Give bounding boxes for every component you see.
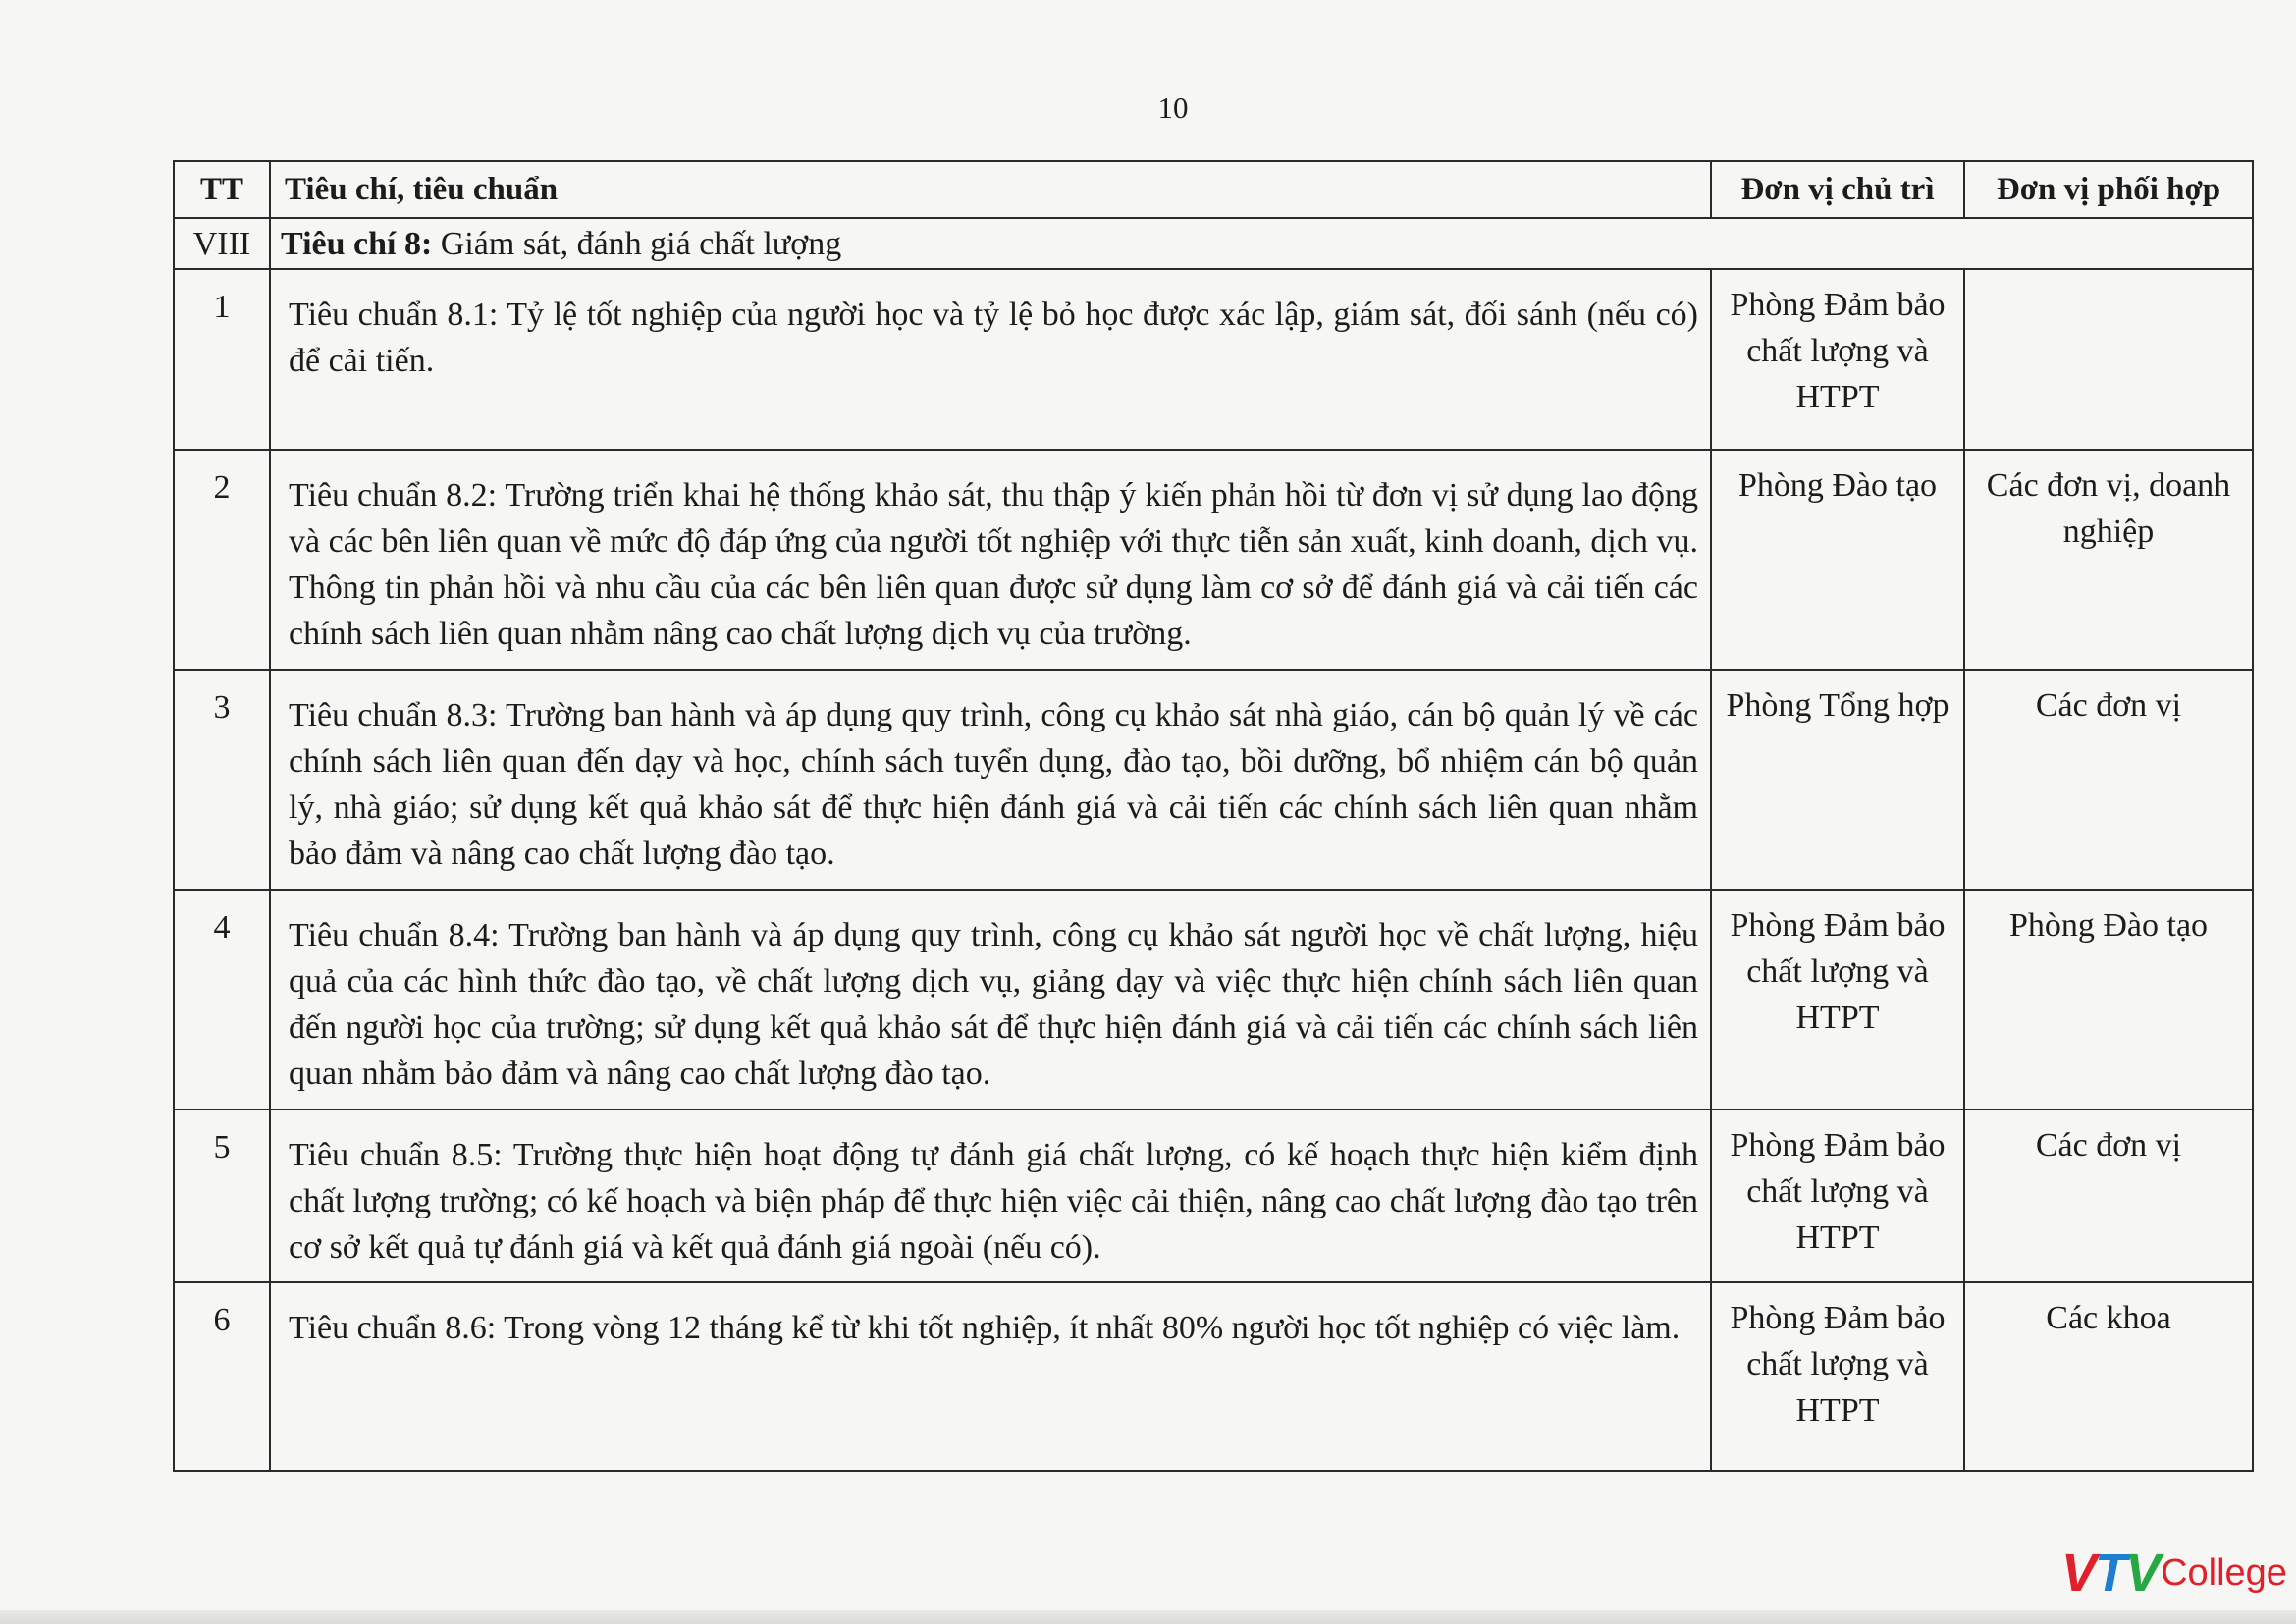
header-lead-unit: Đơn vị chủ trì xyxy=(1711,161,1964,218)
criteria-table xyxy=(173,160,2254,1472)
lead-unit: Phòng Đảm bảo chất lượng và HTPT xyxy=(1711,269,1964,450)
lead-unit: Phòng Đào tạo xyxy=(1711,450,1964,670)
logo-letter-t-blue: T xyxy=(2095,1543,2126,1602)
coop-unit: Các đơn vị xyxy=(1964,670,2253,890)
table-row xyxy=(174,670,2253,890)
header-tt: TT xyxy=(174,161,270,218)
table-row xyxy=(174,269,2253,450)
criteria-text: Tiêu chuẩn 8.4: Trường ban hành và áp dụng quy trình, công cụ khảo sát người học về chất lượng, hiệu quả của các hình thức đào tạo, về chất lượng dịch vụ, giảng dạy và việc thực hiện chính sách liên quan đến người học của trường; sử dụng kết quả khảo sát để thực hiện đánh giá và cải tiến các chính sách liên quan nhằm bảo đảm và nâng cao chất lượng đào tạo. xyxy=(270,890,1711,1110)
coop-unit: Các đơn vị xyxy=(1964,1110,2253,1282)
section-number: VIII xyxy=(174,218,270,269)
coop-unit: Các khoa xyxy=(1964,1282,2253,1471)
row-number: 1 xyxy=(174,269,270,450)
lead-unit: Phòng Đảm bảo chất lượng và HTPT xyxy=(1711,1282,1964,1471)
row-number: 5 xyxy=(174,1110,270,1282)
header-row xyxy=(174,161,2253,218)
criteria-text: Tiêu chuẩn 8.6: Trong vòng 12 tháng kể từ khi tốt nghiệp, ít nhất 80% người học tốt nghiệp có việc làm. xyxy=(270,1282,1711,1471)
table-row xyxy=(174,1282,2253,1471)
row-number: 2 xyxy=(174,450,270,670)
coop-unit xyxy=(1964,269,2253,450)
lead-unit: Phòng Đảm bảo chất lượng và HTPT xyxy=(1711,1110,1964,1282)
logo-letter-v-green: V xyxy=(2125,1543,2160,1602)
row-number: 3 xyxy=(174,670,270,890)
row-number: 4 xyxy=(174,890,270,1110)
row-number: 6 xyxy=(174,1282,270,1471)
header-criteria: Tiêu chí, tiêu chuẩn xyxy=(270,161,1711,218)
table-header xyxy=(174,161,2253,218)
page-number: 10 xyxy=(1157,90,1189,125)
table-row xyxy=(174,890,2253,1110)
vtv-college-logo xyxy=(2061,1543,2287,1602)
table-body xyxy=(174,218,2253,1471)
criteria-text: Tiêu chuẩn 8.2: Trường triển khai hệ thống khảo sát, thu thập ý kiến phản hồi từ đơn vị sử dụng lao động và các bên liên quan về mức độ đáp ứng của người tốt nghiệp với thực tiễn sản xuất, kinh doanh, dịch vụ. Thông tin phản hồi và nhu cầu của các bên liên quan được sử dụng làm cơ sở để đánh giá và cải tiến các chính sách liên quan nhằm nâng cao chất lượng dịch vụ của trường. xyxy=(270,450,1711,670)
header-coop-unit: Đơn vị phối hợp xyxy=(1964,161,2253,218)
section-title-text: Giám sát, đánh giá chất lượng xyxy=(440,225,842,262)
criteria-text: Tiêu chuẩn 8.1: Tỷ lệ tốt nghiệp của người học và tỷ lệ bỏ học được xác lập, giám sát, đối sánh (nếu có) để cải tiến. xyxy=(270,269,1711,450)
vtv-logo-mark xyxy=(2061,1543,2159,1602)
lead-unit: Phòng Đảm bảo chất lượng và HTPT xyxy=(1711,890,1964,1110)
table-row xyxy=(174,450,2253,670)
section-label: Tiêu chí 8: xyxy=(281,225,433,262)
lead-unit: Phòng Tổng hợp xyxy=(1711,670,1964,890)
logo-college-text: College xyxy=(2161,1552,2287,1594)
coop-unit: Các đơn vị, doanh nghiệp xyxy=(1964,450,2253,670)
criteria-text: Tiêu chuẩn 8.3: Trường ban hành và áp dụng quy trình, công cụ khảo sát nhà giáo, cán bộ quản lý về các chính sách liên quan đến dạy và học, chính sách tuyển dụng, đào tạo, bồi dưỡng, bổ nhiệm cán bộ quản lý, nhà giáo; sử dụng kết quả khảo sát để thực hiện đánh giá và cải tiến các chính sách liên quan nhằm bảo đảm và nâng cao chất lượng đào tạo. xyxy=(270,670,1711,890)
coop-unit: Phòng Đào tạo xyxy=(1964,890,2253,1110)
section-title xyxy=(270,218,2253,269)
section-row xyxy=(174,218,2253,269)
criteria-text: Tiêu chuẩn 8.5: Trường thực hiện hoạt động tự đánh giá chất lượng, có kế hoạch thực hiện kiểm định chất lượng trường; có kế hoạch và biện pháp để thực hiện việc cải thiện, nâng cao chất lượng đào tạo trên cơ sở kết quả tự đánh giá và kết quả đánh giá ngoài (nếu có). xyxy=(270,1110,1711,1282)
scan-bottom-edge xyxy=(0,1610,2296,1624)
logo-letter-v-red: V xyxy=(2061,1543,2096,1602)
table-row xyxy=(174,1110,2253,1282)
